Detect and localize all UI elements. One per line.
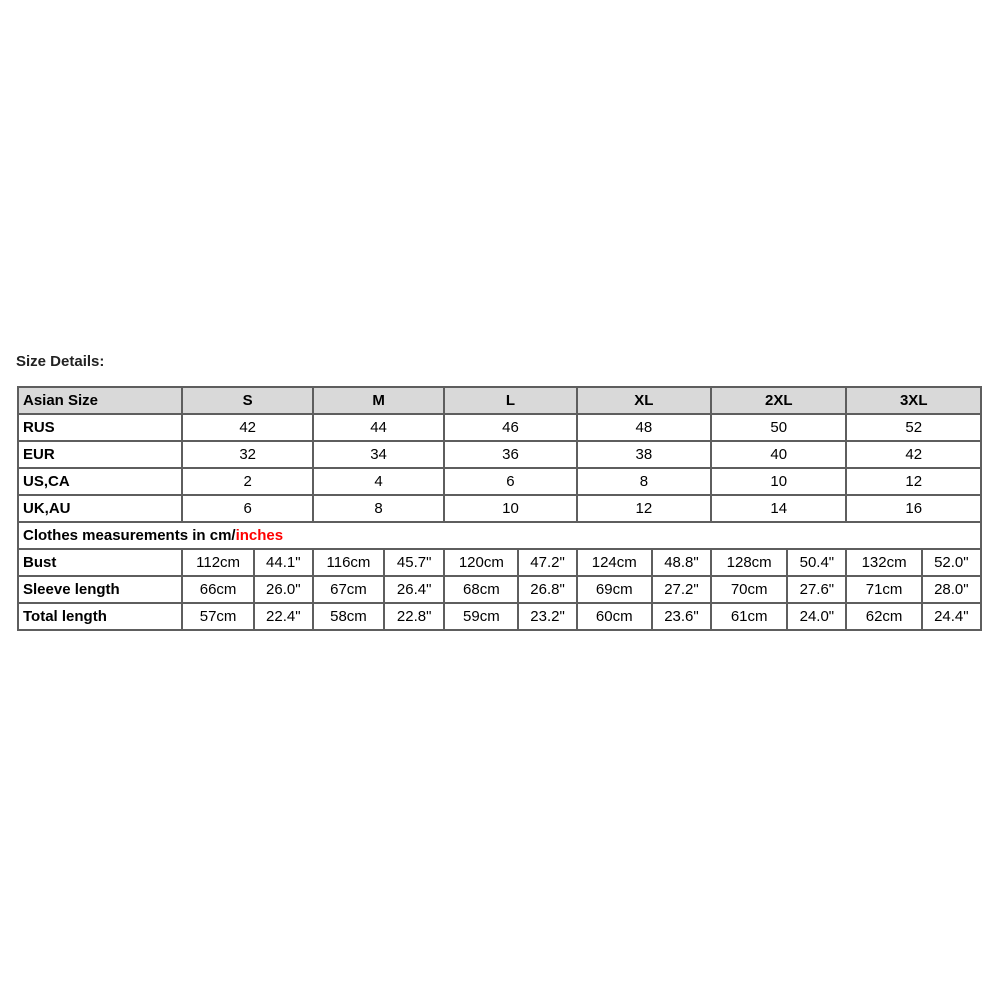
cm-cell: 70cm	[711, 576, 787, 603]
conversion-row	[18, 414, 981, 441]
cm-cell: 71cm	[846, 576, 921, 603]
value-cell: 8	[313, 495, 444, 522]
size-header-cell: XL	[577, 387, 711, 414]
conversion-row	[18, 468, 981, 495]
inch-cell: 23.2"	[518, 603, 576, 630]
inch-cell: 27.6"	[787, 576, 846, 603]
row-label: Bust	[18, 549, 182, 576]
value-cell: 10	[711, 468, 846, 495]
cm-cell: 120cm	[444, 549, 518, 576]
inch-cell: 22.4"	[254, 603, 313, 630]
value-cell: 12	[577, 495, 711, 522]
size-header-cell: 2XL	[711, 387, 846, 414]
inch-cell: 26.4"	[384, 576, 444, 603]
value-cell: 48	[577, 414, 711, 441]
value-cell: 6	[182, 495, 312, 522]
cm-cell: 132cm	[846, 549, 921, 576]
inch-cell: 24.4"	[922, 603, 981, 630]
conversion-row	[18, 441, 981, 468]
size-header-cell: M	[313, 387, 444, 414]
inch-cell: 28.0"	[922, 576, 981, 603]
value-cell: 34	[313, 441, 444, 468]
inch-cell: 50.4"	[787, 549, 846, 576]
value-cell: 4	[313, 468, 444, 495]
cm-cell: 60cm	[577, 603, 652, 630]
cm-cell: 69cm	[577, 576, 652, 603]
cm-cell: 58cm	[313, 603, 384, 630]
value-cell: 38	[577, 441, 711, 468]
size-header-cell: S	[182, 387, 312, 414]
inch-cell: 22.8"	[384, 603, 444, 630]
measurement-row	[18, 576, 981, 603]
cm-cell: 59cm	[444, 603, 518, 630]
value-cell: 36	[444, 441, 576, 468]
inch-cell: 23.6"	[652, 603, 711, 630]
cm-cell: 66cm	[182, 576, 253, 603]
row-label: EUR	[18, 441, 182, 468]
value-cell: 50	[711, 414, 846, 441]
cm-cell: 67cm	[313, 576, 384, 603]
value-cell: 52	[846, 414, 981, 441]
header-label: Asian Size	[18, 387, 182, 414]
measurement-row	[18, 603, 981, 630]
value-cell: 10	[444, 495, 576, 522]
cm-cell: 124cm	[577, 549, 652, 576]
measurements-section-label	[18, 522, 981, 549]
row-label: UK,AU	[18, 495, 182, 522]
value-cell: 6	[444, 468, 576, 495]
cm-cell: 62cm	[846, 603, 921, 630]
size-chart-table	[17, 386, 982, 631]
cm-cell: 61cm	[711, 603, 787, 630]
value-cell: 12	[846, 468, 981, 495]
inch-cell: 52.0"	[922, 549, 981, 576]
inch-cell: 27.2"	[652, 576, 711, 603]
value-cell: 14	[711, 495, 846, 522]
value-cell: 42	[846, 441, 981, 468]
cm-cell: 68cm	[444, 576, 518, 603]
row-label: US,CA	[18, 468, 182, 495]
value-cell: 46	[444, 414, 576, 441]
page-title: Size Details:	[16, 353, 105, 370]
cm-cell: 116cm	[313, 549, 384, 576]
conversion-row	[18, 495, 981, 522]
inch-cell: 26.0"	[254, 576, 313, 603]
size-header-cell: L	[444, 387, 576, 414]
row-label: Sleeve length	[18, 576, 182, 603]
inch-cell: 47.2"	[518, 549, 576, 576]
row-label: Total length	[18, 603, 182, 630]
inch-cell: 26.8"	[518, 576, 576, 603]
value-cell: 44	[313, 414, 444, 441]
value-cell: 2	[182, 468, 312, 495]
measurement-row	[18, 549, 981, 576]
cm-cell: 128cm	[711, 549, 787, 576]
value-cell: 32	[182, 441, 312, 468]
header-row	[18, 387, 981, 414]
inch-cell: 24.0"	[787, 603, 846, 630]
inch-cell: 48.8"	[652, 549, 711, 576]
value-cell: 42	[182, 414, 312, 441]
inch-cell: 45.7"	[384, 549, 444, 576]
cm-cell: 112cm	[182, 549, 253, 576]
measurements-section-row	[18, 522, 981, 549]
section-label-prefix: Clothes measurements in cm/	[23, 527, 236, 544]
row-label: RUS	[18, 414, 182, 441]
inch-cell: 44.1"	[254, 549, 313, 576]
section-label-highlight: inches	[235, 527, 284, 544]
value-cell: 8	[577, 468, 711, 495]
value-cell: 16	[846, 495, 981, 522]
value-cell: 40	[711, 441, 846, 468]
cm-cell: 57cm	[182, 603, 253, 630]
size-header-cell: 3XL	[846, 387, 981, 414]
